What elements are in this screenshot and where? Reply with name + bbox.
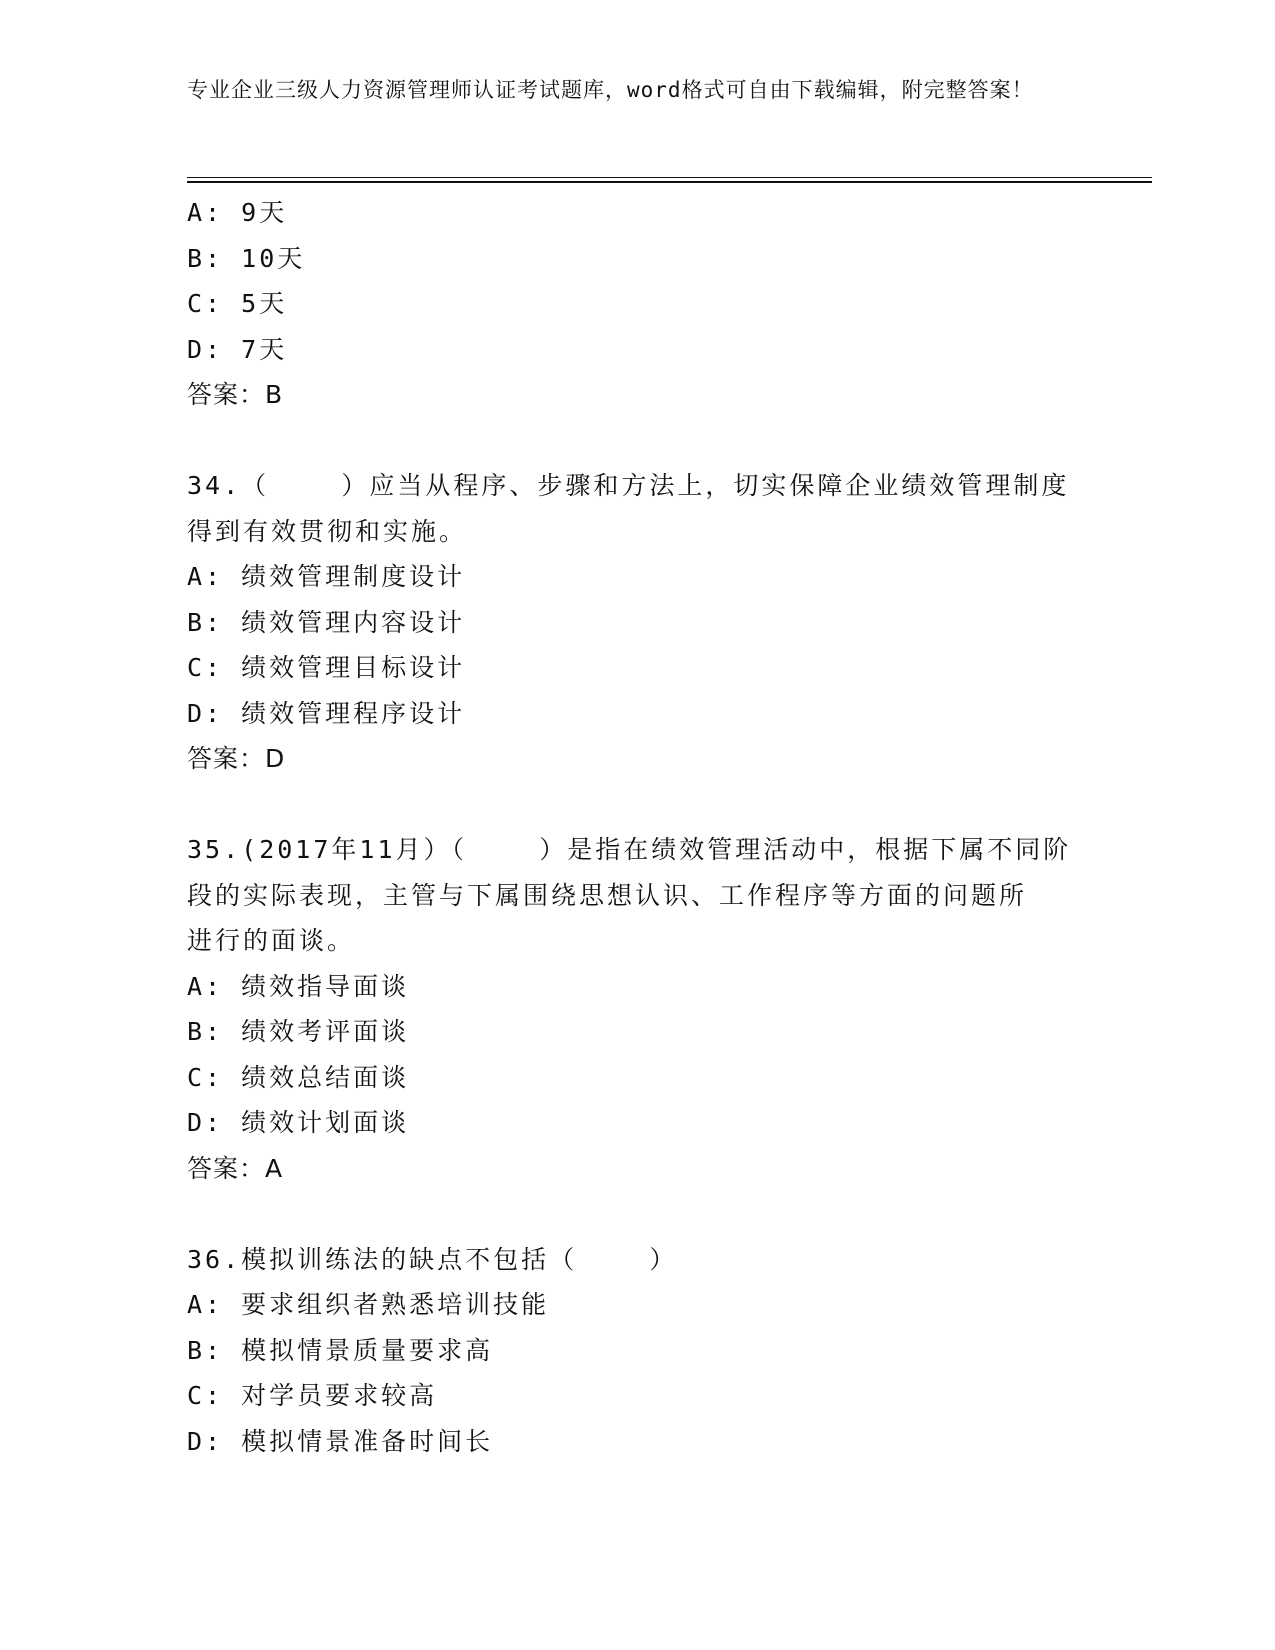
option-a: A: 要求组织者熟悉培训技能 [187, 1290, 550, 1319]
option-c: C: 绩效总结面谈 [187, 1062, 410, 1092]
option-a: A: 9天 [187, 198, 288, 227]
question-stem-line: 36.模拟训练法的缺点不包括（ ） [187, 1244, 678, 1274]
option-b: B: 模拟情景质量要求高 [187, 1335, 494, 1365]
question-35 [187, 827, 1087, 1191]
option-c: C: 对学员要求较高 [187, 1381, 438, 1410]
option-b: B: 10天 [187, 243, 306, 273]
option-c: C: 5天 [187, 289, 288, 318]
question-stem-line: 34.（ ）应当从程序、步骤和方法上，切实保障企业绩效管理制度 [187, 471, 1070, 500]
option-d: D: 7天 [187, 334, 288, 364]
prev-question [187, 190, 1087, 418]
header-divider-bottom [187, 181, 1152, 183]
option-c: C: 绩效管理目标设计 [187, 653, 466, 682]
question-list [187, 190, 1087, 1464]
option-d: D: 绩效计划面谈 [187, 1108, 410, 1137]
question-36 [187, 1237, 1087, 1465]
header-divider-top [187, 177, 1152, 178]
question-34 [187, 463, 1087, 782]
question-stem-line: 得到有效贯彻和实施。 [187, 516, 468, 546]
option-a: A: 绩效管理制度设计 [187, 562, 466, 591]
option-b: B: 绩效管理内容设计 [187, 607, 466, 637]
answer: 答案：A [187, 1153, 284, 1183]
question-stem-line: 段的实际表现，主管与下属围绕思想认识、工作程序等方面的问题所 [187, 880, 1028, 910]
question-stem-line: 进行的面谈。 [187, 926, 356, 955]
option-b: B: 绩效考评面谈 [187, 1017, 410, 1046]
answer: 答案：D [187, 744, 286, 773]
option-d: D: 模拟情景准备时间长 [187, 1426, 494, 1456]
answer: 答案：B [187, 380, 284, 409]
question-stem-line: 35.(2017年11月）（ ）是指在绩效管理活动中，根据下属不同阶 [187, 835, 1072, 864]
option-a: A: 绩效指导面谈 [187, 971, 410, 1001]
option-d: D: 绩效管理程序设计 [187, 698, 466, 728]
document-header: 专业企业三级人力资源管理师认证考试题库，word格式可自由下载编辑，附完整答案！ [187, 78, 1034, 102]
